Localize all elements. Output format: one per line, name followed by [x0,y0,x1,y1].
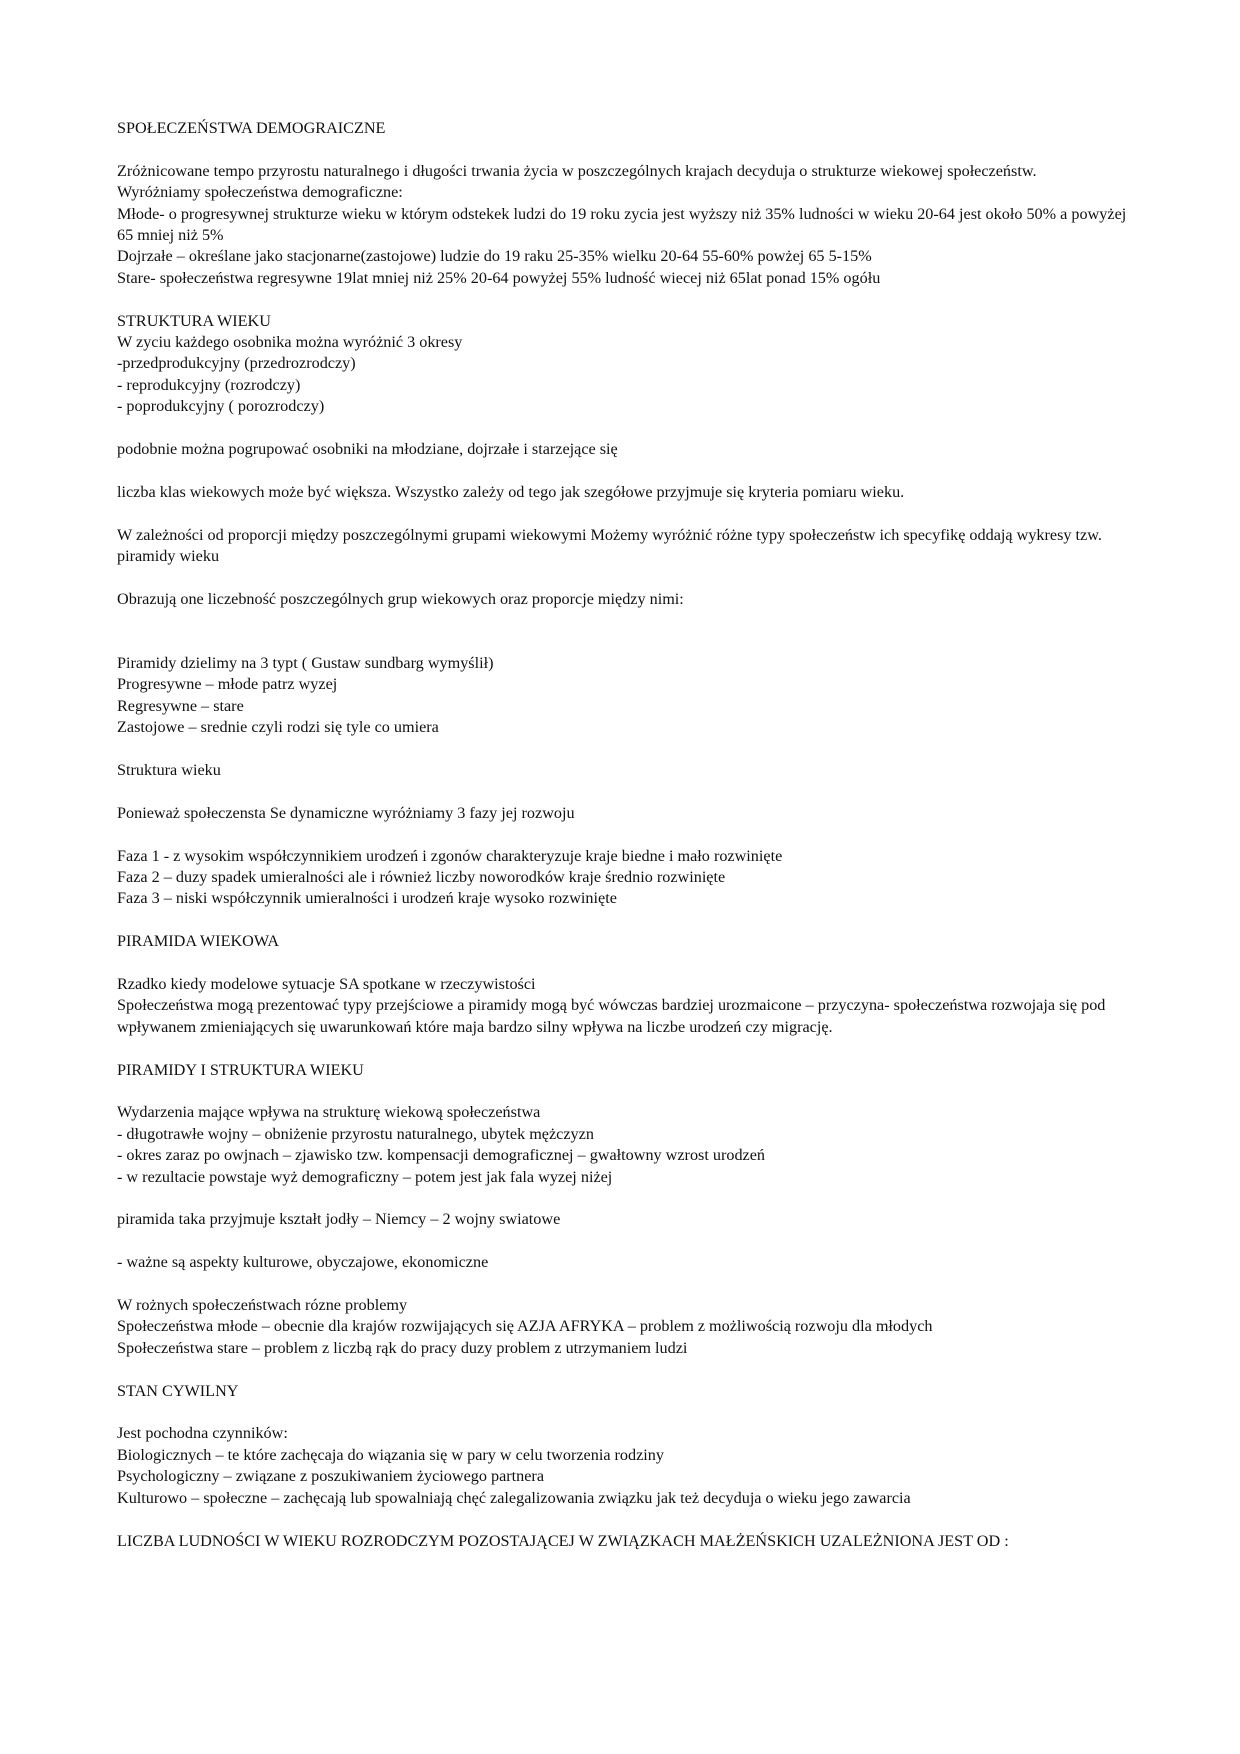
list-item: Kulturowo – społeczne – zachęcają lub spowalniają chęć zalegalizowania związku jak też decyduja o wieku jego zawarcia [117,1488,911,1507]
paragraph: Zróżnicowane tempo przyrostu naturalnego i długości trwania życia w poszczególnych krajach decyduja o strukturze wiekowej społeczeństw. [117,161,1037,180]
spacer [117,1359,1127,1380]
paragraph: - ważne są aspekty kulturowe, obyczajowe, ekonomiczne [117,1253,489,1272]
section-heading-piramida-wiekowa: PIRAMIDA WIEKOWA [117,932,280,951]
text-line: Rzadko kiedy modelowe sytuacje SA spotkane w rzeczywistości [117,975,536,994]
text-line: Progresywne – młode patrz wyzej [117,675,338,694]
paragraph: piramida taka przyjmuje kształt jodły – Niemcy – 2 wojny swiatowe [117,1210,561,1229]
section-heading-spoleczenstwa: SPOŁECZEŃSTWA DEMOGRAICZNE [117,119,386,137]
paragraph: Dojrzałe – określane jako stacjonarne(zastojowe) ludzie do 19 raku 25-35% wielku 20-64 55-60% powżej 65 5-15% [117,247,872,266]
text-line: Społeczeństwa stare – problem z liczbą rąk do pracy duzy problem z utrzymaniem ludzi [117,1338,688,1357]
text-line: Regresywne – stare [117,696,244,715]
spacer [117,289,1127,310]
paragraph: Młode- o progresywnej strukturze wieku w którym odstekek ludzi do 19 roku zycia jest wyższy niż 35% ludności w wieku 20-64 jest około 50% a powyżej 65 mniej niż 5% [117,204,1127,245]
spacer [117,418,1127,439]
paragraph: Społeczeństwa mogą prezentować typy przejściowe a piramidy mogą być wówczas bardziej urozmaicone – przyczyna- społeczeństwa rozwojaja się pod wpływanem zmieniających się uwarunkowań które maja bardzo silny wpływa na liczbe urodzeń czy migrację. [117,996,1106,1036]
list-item: - reprodukcyjny (rozrodczy) [117,375,301,394]
spacer [117,953,1127,974]
section-heading-piramidy-i-struktura: PIRAMIDY I STRUKTURA WIEKU [117,1060,364,1079]
list-item: Faza 1 - z wysokim współczynnikiem urodzeń i zgonów charakteryzuje kraje biedne i mało rozwinięte [117,846,783,865]
text-line: W zyciu każdego osobnika można wyróżnić 3 okresy [117,333,463,352]
spacer [117,139,1127,160]
paragraph: Obrazują one liczebność poszczególnych grup wiekowych oraz proporcje między nimi: [117,589,684,608]
paragraph: Stare- społeczeństwa regresywne 19lat mniej niż 25% 20-64 powyżej 55% ludność wiecej niż 65lat ponad 15% ogółu [117,268,881,287]
list-item: - w rezultacie powstaje wyż demograficzny – potem jest jak fala wyzej niżej [117,1167,613,1186]
spacer [117,781,1127,802]
section-heading-struktura-wieku: STRUKTURA WIEKU [117,311,271,330]
list-item: Faza 3 – niski współczynnik umieralności i urodzeń kraje wysoko rozwinięte [117,889,617,908]
list-item: - długotrawłe wojny – obniżenie przyrostu naturalnego, ubytek mężczyzn [117,1124,594,1143]
spacer [117,824,1127,845]
spacer [117,1231,1127,1252]
text-line: Piramidy dzielimy na 3 typt ( Gustaw sundbarg wymyślił) [117,654,494,673]
list-item: -przedprodukcyjny (przedrozrodczy) [117,354,356,373]
spacer [117,1402,1127,1423]
text-line: Społeczeństwa młode – obecnie dla krajów rozwijających się AZJA AFRYKA – problem z możliwością rozwoju dla młodych [117,1317,933,1336]
spacer [117,1274,1127,1295]
text-line: Jest pochodna czynników: [117,1424,288,1443]
spacer [117,1081,1127,1102]
text-line: Zastojowe – srednie czyli rodzi się tyle co umiera [117,718,439,737]
list-item: - okres zaraz po owjnach – zjawisko tzw. kompensacji demograficznej – gwałtowny wzrost urodzeń [117,1146,766,1165]
paragraph: podobnie można pogrupować osobniki na młodziane, dojrzałe i starzejące się [117,440,618,459]
section-heading-stan-cywilny: STAN CYWILNY [117,1381,239,1400]
paragraph: Ponieważ społeczensta Se dynamiczne wyróżniamy 3 fazy jej rozwoju [117,803,575,822]
spacer [117,1038,1127,1059]
spacer [117,460,1127,481]
list-item: Faza 2 – duzy spadek umieralności ale i również liczby noworodków kraje średnio rozwinięte [117,868,726,887]
paragraph: Struktura wieku [117,761,221,780]
paragraph: Wyróżniamy społeczeństwa demograficzne: [117,183,403,202]
spacer [117,1188,1127,1209]
paragraph: W zależności od proporcji między poszczególnymi grupami wiekowymi Możemy wyróżnić różne typy społeczeństw ich specyfikę oddają wykresy tzw. piramidy wieku [117,525,1102,566]
spacer [117,567,1127,588]
list-item: Psychologiczny – związane z poszukiwaniem życiowego partnera [117,1467,545,1486]
spacer [117,503,1127,524]
paragraph: liczba klas wiekowych może być większa. Wszystko zależy od tego jak szegółowe przyjmuje się kryteria pomiaru wieku. [117,482,905,501]
spacer [117,610,1127,653]
list-item: - poprodukcyjny ( porozrodczy) [117,397,325,416]
list-item: Biologicznych – te które zachęcaja do wiązania się w pary w celu tworzenia rodziny [117,1445,664,1464]
spacer [117,739,1127,760]
spacer [117,1509,1127,1530]
document-body [117,118,1127,1552]
text-line: Wydarzenia mające wpływa na strukturę wiekową społeczeństwa [117,1103,541,1122]
text-line: W rożnych społeczeństwach rózne problemy [117,1296,408,1315]
section-heading-liczba-ludnosci: LICZBA LUDNOŚCI W WIEKU ROZRODCZYM POZOSTAJĄCEJ W ZWIĄZKACH MAŁŻEŃSKICH UZALEŻNIONA JEST OD : [117,1531,1009,1550]
spacer [117,910,1127,931]
